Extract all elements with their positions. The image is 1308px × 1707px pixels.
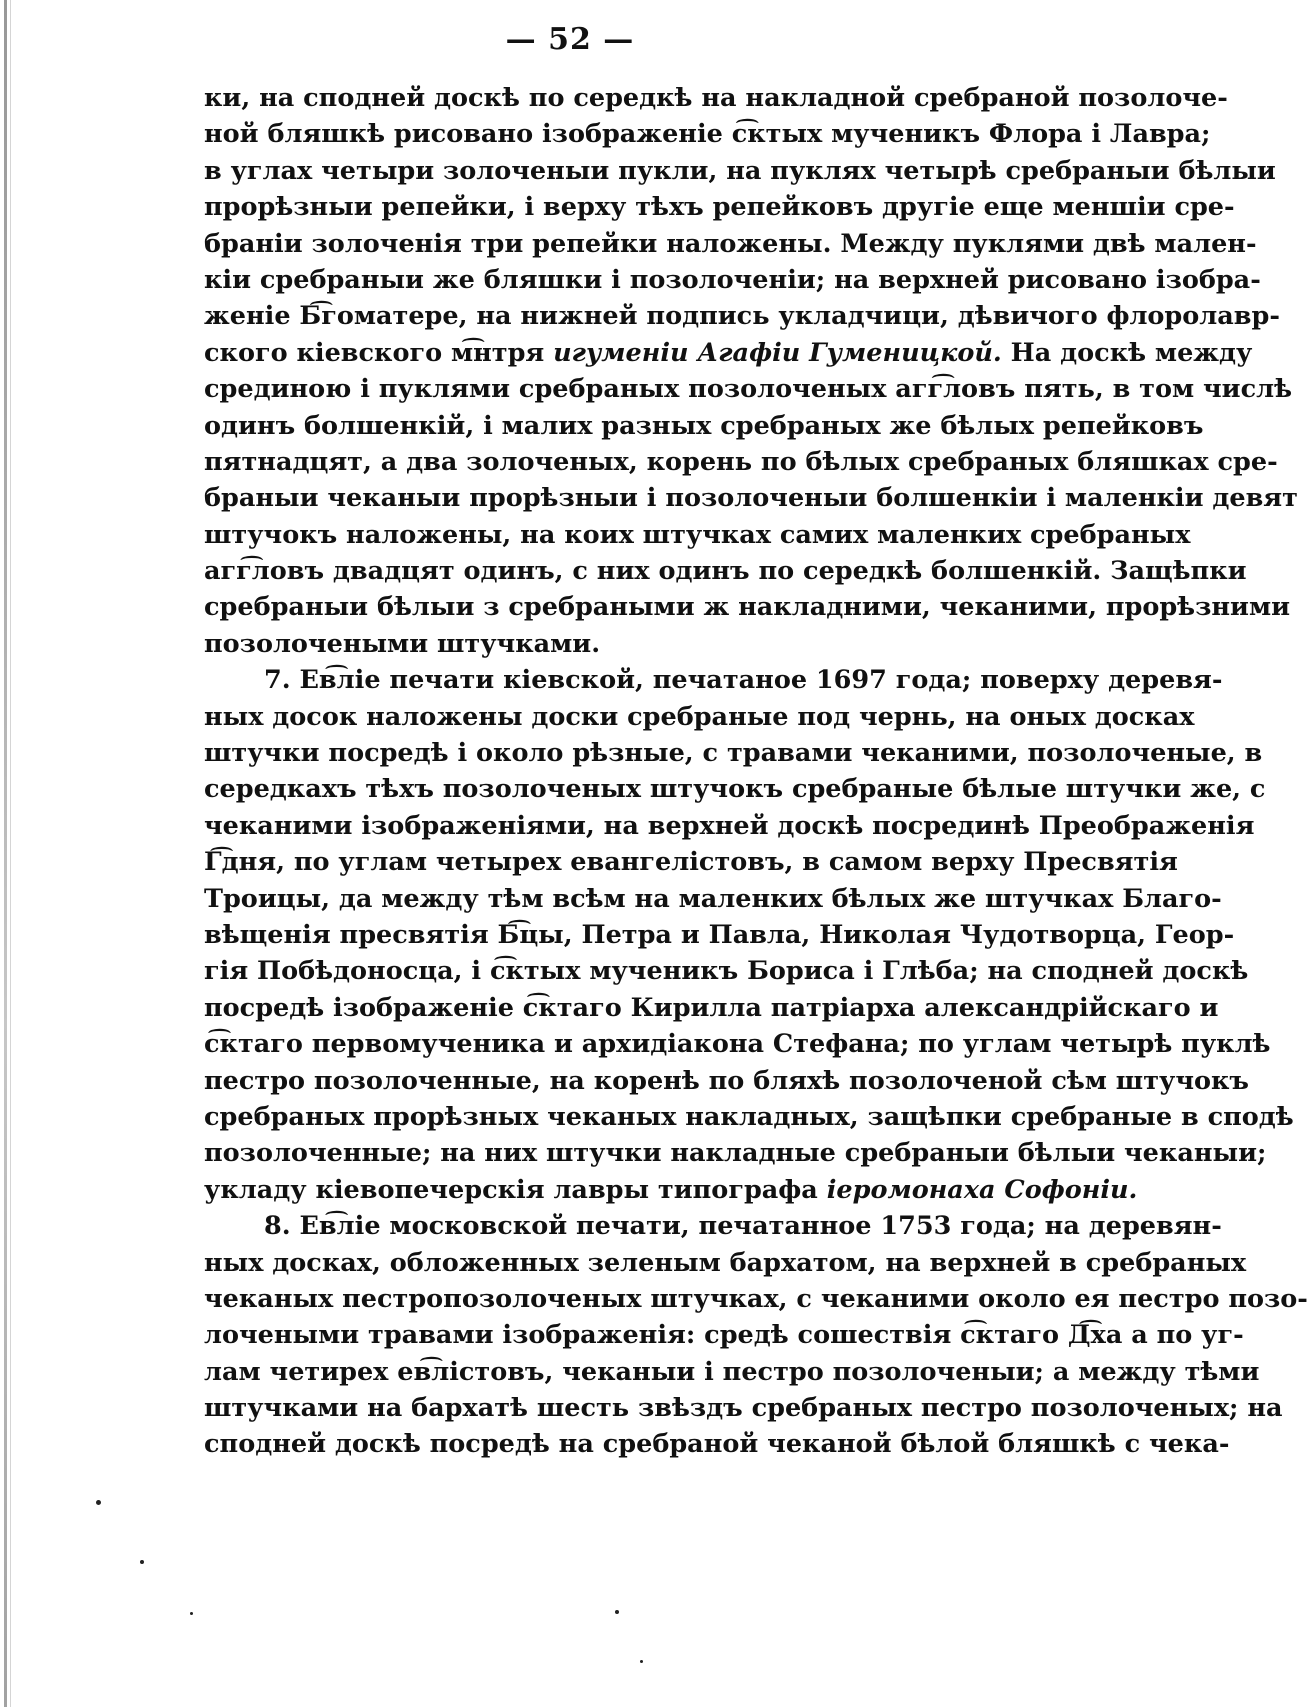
scan-speck: [140, 1560, 144, 1564]
text-segment: На доскѣ между: [1001, 337, 1253, 368]
text-line: кіи сребраныи же бляшки і позолоченіи; на верхней рисовано ізобра-: [204, 264, 1261, 295]
body-text: [204, 80, 1308, 1463]
text-line: прорѣзныи репейки, і верху тѣхъ репейковъ другіе еще меншіи сре-: [204, 192, 1235, 223]
text-line: одинъ болшенкій, і малих разных сребраных же бѣлых репейковъ: [204, 410, 1204, 441]
text-line: чеканими ізображеніями, на верхней доскѣ посрединѣ Преображенія: [204, 810, 1255, 841]
text-line: ной бляшкѣ рисовано ізображеніе с͡ктых мученикъ Флора і Лавра;: [204, 119, 1211, 150]
text-line: срединою і пуклями сребраных позолоченых агг͡ловъ пять, в том числѣ: [204, 374, 1293, 405]
text-line: посредѣ ізображеніе с͡ктаго Кирилла патріарха александрійскаго и: [204, 992, 1219, 1023]
text-line: женіе Б͡гоматере, на нижней подпись укладчици, дѣвичого флоролавр-: [204, 301, 1280, 332]
text-line: Троицы, да между тѣм всѣм на маленких бѣлых же штучках Благо-: [204, 883, 1222, 914]
text-line: ки, на сподней доскѣ по середкѣ на накладной сребраной позолоче-: [204, 83, 1228, 113]
text-line: сребраных прорѣзных чеканых накладных, защѣпки сребраные в сподѣ: [204, 1101, 1294, 1132]
text-line: пестро позолоченные, на коренѣ по бляхѣ позолоченой сѣм штучокъ: [204, 1065, 1249, 1096]
text-segment: ского кіевского м͡нтря: [204, 337, 554, 368]
page-number: — 52 —: [505, 22, 635, 57]
text-line: позолоченные; на них штучки накладные сребраныи бѣлыи чеканыи;: [204, 1138, 1267, 1169]
text-line: середкахъ тѣхъ позолоченых штучокъ сребраные бѣлые штучки же, с: [204, 774, 1266, 805]
text-segment: укладу кіевопечерскія лавры типографа: [204, 1174, 827, 1205]
text-line: ных досок наложены доски сребраные под чернь, на оных досках: [204, 701, 1195, 732]
text-line: сребраныи бѣлыи з сребраными ж накладними, чеканими, прорѣзними: [204, 592, 1291, 623]
text-line: агг͡ловъ двадцят одинъ, с них одинъ по середкѣ болшенкій. Защѣпки: [204, 556, 1247, 587]
text-line: браніи золоченія три репейки наложены. Между пуклями двѣ мален-: [204, 228, 1257, 259]
text-line: [204, 335, 1253, 371]
text-line: сподней доскѣ посредѣ на сребраной чеканой бѣлой бляшкѣ с чека-: [204, 1429, 1230, 1460]
text-line: 7. Ев͡ліе печати кіевской, печатаное 1697 года; поверху деревя-: [264, 665, 1223, 696]
text-line: браныи чеканыи прорѣзныи і позолоченыи болшенкіи і маленкіи девят: [204, 483, 1298, 514]
italic-name: игуменіи Агафіи Гуменицкой.: [553, 337, 1002, 368]
text-line: с͡ктаго первомученика и архидіакона Стефана; по углам четырѣ пуклѣ: [204, 1029, 1271, 1060]
scan-speck: [190, 1612, 193, 1615]
text-line: штучокъ наложены, на коих штучках самих маленких сребраных: [204, 519, 1191, 550]
text-line: штучки посредѣ і около рѣзные, с травами чеканими, позолоченые, в: [204, 738, 1263, 769]
text-line: Г͡дня, по углам четырех евангелістовъ, в самом верху Пресвятія: [204, 847, 1178, 878]
text-line: 8. Ев͡ліе московской печати, печатанное 1753 года; на деревян-: [264, 1211, 1222, 1242]
text-line: пятнадцят, а два золоченых, корень по бѣлых сребраных бляшках сре-: [204, 446, 1278, 477]
text-line: ных досках, обложенных зеленым бархатом, на верхней в сребраных: [204, 1247, 1247, 1278]
text-line: [204, 1172, 1138, 1208]
text-line: гія Побѣдоносца, і с͡ктых мученикъ Бориса і Глѣба; на сподней доскѣ: [204, 956, 1249, 987]
italic-name: іеромонаха Софоніи.: [826, 1174, 1138, 1205]
text-line: позолочеными штучками.: [204, 628, 601, 659]
text-line: вѣщенія пресвятія Б͡цы, Петра и Павла, Николая Чудотворца, Геор-: [204, 919, 1235, 950]
text-line: лам четирех ев͡лістовъ, чеканыи і пестро позолоченыи; а между тѣми: [204, 1356, 1260, 1387]
text-line: чеканых пестропозолоченых штучках, с чеканими около ея пестро позо-: [204, 1283, 1308, 1314]
text-line: в углах четыри золоченыи пукли, на пуклях четырѣ сребраныи бѣлыи: [204, 155, 1276, 186]
scan-edge-shadow: [4, 0, 7, 1707]
scan-speck: [640, 1660, 643, 1663]
scan-speck: [615, 1610, 619, 1614]
text-line: штучками на бархатѣ шесть звѣздъ сребраных пестро позолоченых; на: [204, 1393, 1283, 1424]
scan-edge-line: [10, 0, 11, 1707]
scan-speck: [96, 1500, 101, 1505]
text-line: лочеными травами ізображенія: средѣ сошествія с͡ктаго Д͡ха а по уг-: [204, 1320, 1244, 1351]
